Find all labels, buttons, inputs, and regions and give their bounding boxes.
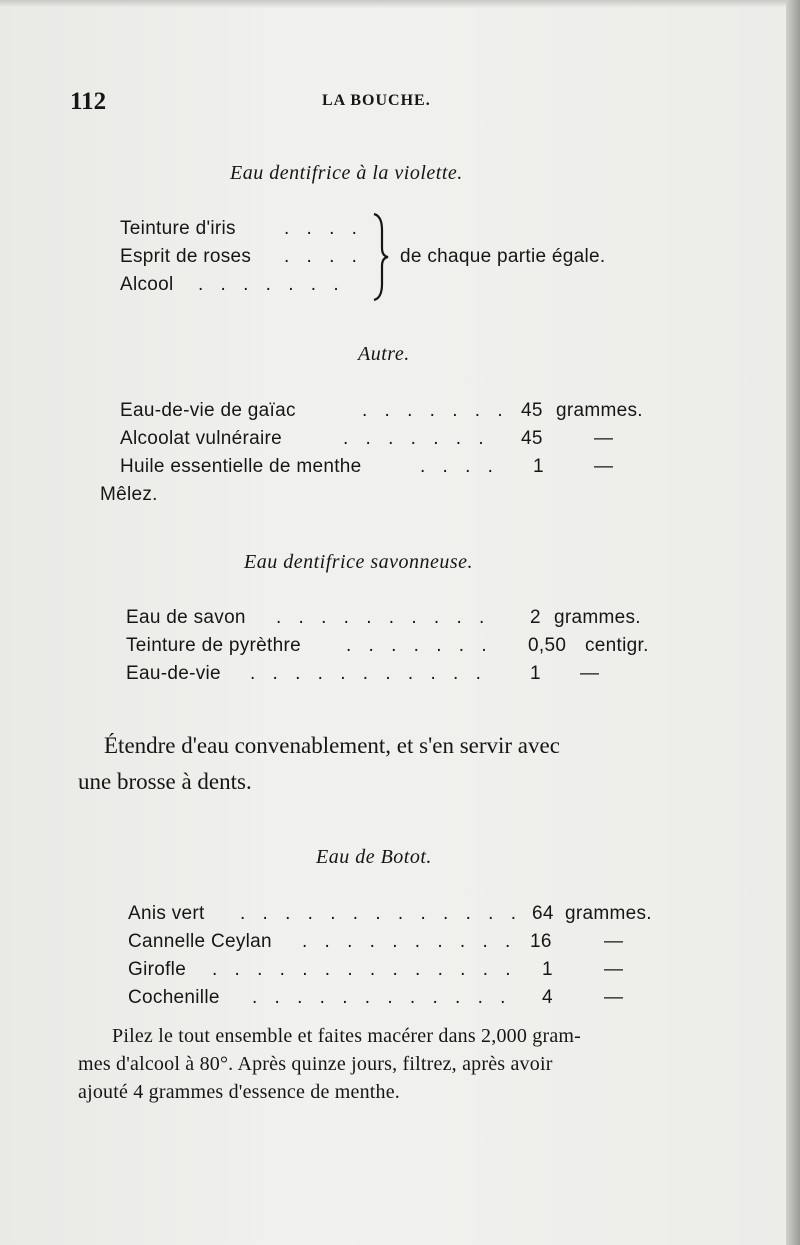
unit: — xyxy=(594,456,614,477)
brace-note: de chaque partie égale. xyxy=(400,246,606,267)
quantity: 1 xyxy=(533,456,544,477)
ingredient-name: Teinture de pyrèthre xyxy=(126,635,301,656)
curly-brace xyxy=(368,212,392,302)
recipe-title: Eau dentifrice à la violette. xyxy=(230,162,463,184)
quantity: 1 xyxy=(542,959,553,980)
ingredient-name: Anis vert xyxy=(128,903,205,924)
instruction-line: Étendre d'eau convenablement, et s'en servir avec xyxy=(104,733,560,758)
unit: — xyxy=(604,931,624,952)
leader-dots: . . . . . . . xyxy=(343,428,490,449)
unit: — xyxy=(594,428,614,449)
quantity: 45 xyxy=(521,428,543,449)
running-title: LA BOUCHE. xyxy=(322,92,431,109)
ingredient-name: Eau de savon xyxy=(126,607,246,628)
page-number: 112 xyxy=(70,88,107,115)
ingredient-name: Eau-de-vie xyxy=(126,663,221,684)
paragraph-line: Pilez le tout ensemble et faites macérer dans 2,000 gram- xyxy=(112,1025,582,1047)
leader-dots: . . . . . . . xyxy=(362,400,509,421)
leader-dots: . . . . . . . xyxy=(198,274,345,295)
instruction-line: une brosse à dents. xyxy=(78,769,252,794)
unit: centigr. xyxy=(585,635,649,656)
ingredient-name: Alcool xyxy=(120,274,174,295)
ingredient-name: Cannelle Ceylan xyxy=(128,931,272,952)
leader-dots: . . . . . . . . . . xyxy=(276,607,491,628)
leader-dots: . . . . . . . xyxy=(346,635,493,656)
leader-dots: . . . . . . . . . . . . xyxy=(252,987,512,1008)
ingredient-name: Esprit de roses xyxy=(120,246,252,267)
paragraph-line: mes d'alcool à 80°. Après quinze jours, filtrez, après avoir xyxy=(78,1053,553,1075)
unit: grammes. xyxy=(554,607,641,628)
quantity: 1 xyxy=(530,663,541,684)
leader-dots: . . . . xyxy=(420,456,499,477)
unit: — xyxy=(580,663,600,684)
quantity: 45 xyxy=(521,400,543,421)
recipe-title: Autre. xyxy=(358,343,410,365)
unit: — xyxy=(604,959,624,980)
paragraph-line: ajouté 4 grammes d'essence de menthe. xyxy=(78,1081,400,1103)
unit: grammes. xyxy=(565,903,652,924)
unit: — xyxy=(604,987,624,1008)
ingredient-name: Cochenille xyxy=(128,987,220,1008)
leader-dots: . . . . xyxy=(284,246,363,267)
recipe-title: Eau de Botot. xyxy=(316,846,432,868)
page-right-edge xyxy=(786,0,800,1245)
quantity: 16 xyxy=(530,931,552,952)
page-top-edge xyxy=(0,0,800,8)
ingredient-name: Eau-de-vie de gaïac xyxy=(120,400,296,421)
leader-dots: . . . . . . . . . . . . . xyxy=(240,903,522,924)
quantity: 4 xyxy=(542,987,553,1008)
quantity: 0,50 xyxy=(528,635,567,656)
leader-dots: . . . . xyxy=(284,218,363,239)
quantity: 64 xyxy=(532,903,554,924)
ingredient-name: Alcoolat vulnéraire xyxy=(120,428,283,449)
quantity: 2 xyxy=(530,607,541,628)
ingredient-name: Girofle xyxy=(128,959,187,980)
ingredient-name: Teinture d'iris xyxy=(120,218,236,239)
leader-dots: . . . . . . . . . . . xyxy=(250,663,487,684)
recipe-title: Eau dentifrice savonneuse. xyxy=(244,551,474,573)
unit: grammes. xyxy=(556,400,643,421)
instruction-note: Mêlez. xyxy=(100,484,158,505)
leader-dots: . . . . . . . . . . . . . . xyxy=(212,959,517,980)
ingredient-name: Huile essentielle de menthe xyxy=(120,456,362,477)
leader-dots: . . . . . . . . . . xyxy=(302,931,517,952)
